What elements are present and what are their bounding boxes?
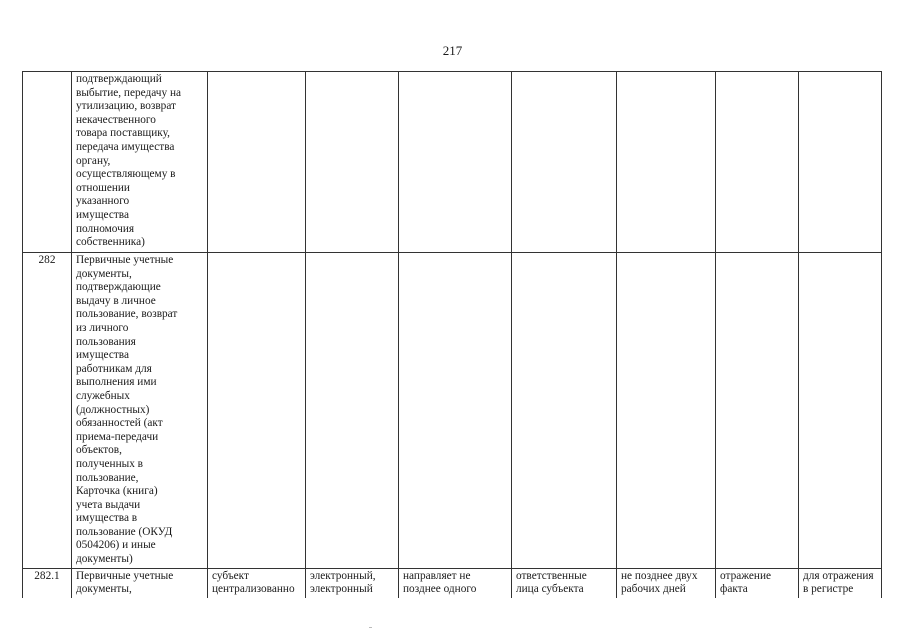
- scan-artifact: [369, 627, 372, 628]
- responsible-cell: ответственные лица субъекта: [512, 568, 617, 598]
- table-row: [23, 253, 882, 569]
- table-cell: [306, 253, 399, 569]
- table-cell: [716, 72, 799, 253]
- table-cell: [799, 72, 882, 253]
- format-cell: электронный, электронный: [306, 568, 399, 598]
- table-cell: [716, 253, 799, 569]
- table-cell: [512, 72, 617, 253]
- table-cell: [399, 253, 512, 569]
- row-number-cell: 282: [23, 253, 72, 569]
- table-cell: [208, 72, 306, 253]
- table-row: [23, 568, 882, 598]
- table-cell: [617, 253, 716, 569]
- page-number: 217: [442, 43, 463, 58]
- action-cell: отражение факта: [716, 568, 799, 598]
- table-cell: [208, 253, 306, 569]
- table-cell: [512, 253, 617, 569]
- document-name-cell: подтверждающий выбытие, передачу на утилизацию, возврат некачественного товара поставщику, передача имущества органу, осуществляющему в отношении указанного имущества полномочия собственника): [72, 72, 208, 253]
- table-cell: [306, 72, 399, 253]
- document-table: [22, 71, 882, 598]
- document-name-cell: Первичные учетные документы,: [72, 568, 208, 598]
- table-cell: [399, 72, 512, 253]
- row-number-cell: 282.1: [23, 568, 72, 598]
- table-cell: [617, 72, 716, 253]
- row-number-cell: [23, 72, 72, 253]
- term-cell: не позднее двух рабочих дней: [617, 568, 716, 598]
- deadline-cell: направляет не позднее одного: [399, 568, 512, 598]
- table-row: [23, 72, 882, 253]
- table-cell: [799, 253, 882, 569]
- subject-cell: субъект централизованно: [208, 568, 306, 598]
- document-name-cell: Первичные учетные документы, подтверждающие выдачу в личное пользование, возврат из личного пользования имущества работникам для выполнения ими служебных (должностных) обязанностей (акт приема-передачи объектов, полученных в пользование, Карточка (книга) учета выдачи имущества в пользование (ОКУД 0504206) и иные документы): [72, 253, 208, 569]
- purpose-cell: для отражения в регистре: [799, 568, 882, 598]
